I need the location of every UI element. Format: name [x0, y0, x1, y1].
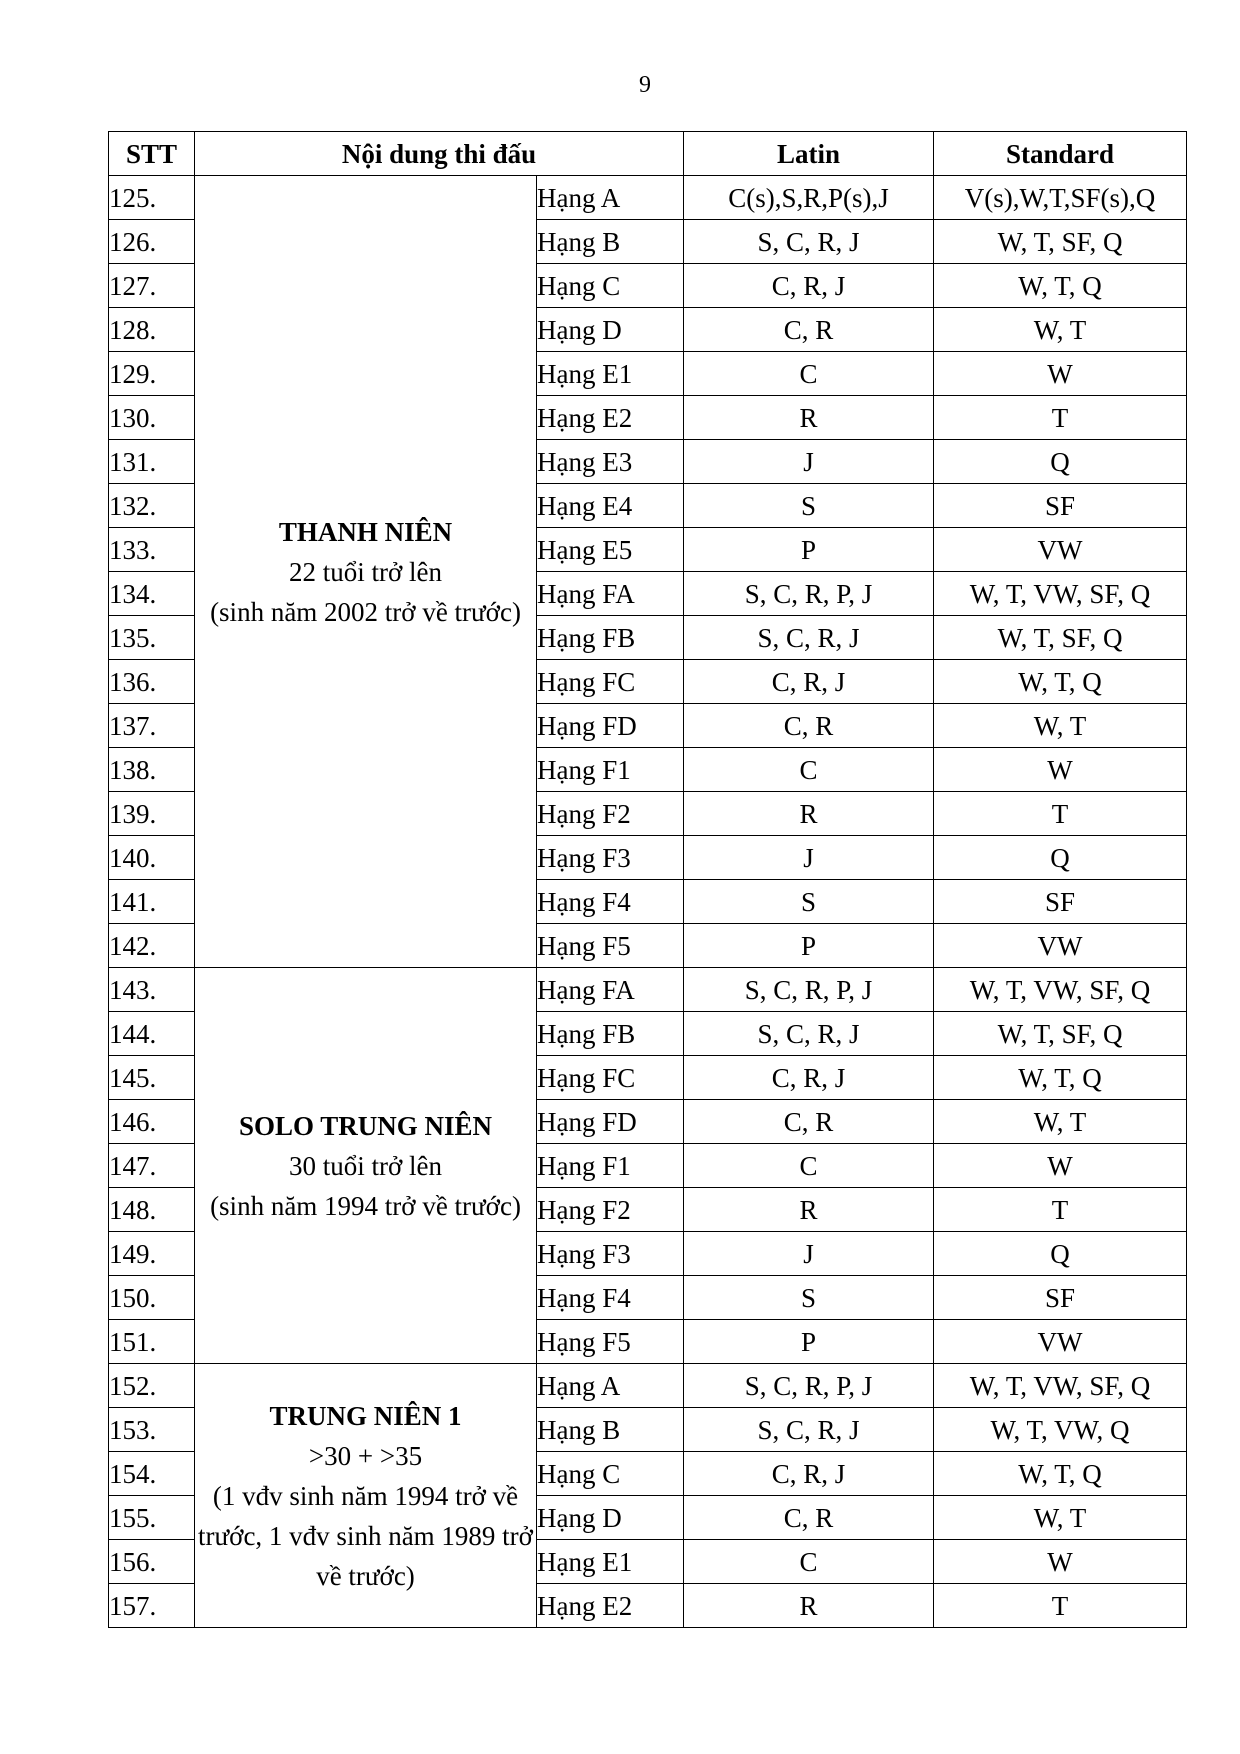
group-title: THANH NIÊN — [278, 516, 453, 547]
row-latin: C, R, J — [684, 1056, 934, 1100]
row-standard: V(s),W,T,SF(s),Q — [934, 176, 1187, 220]
row-category: Hạng E5 — [537, 528, 684, 572]
row-category: Hạng FC — [537, 660, 684, 704]
row-category: Hạng F5 — [537, 1320, 684, 1364]
row-category: Hạng FD — [537, 1100, 684, 1144]
row-stt: 138. — [109, 748, 195, 792]
row-category: Hạng A — [537, 1364, 684, 1408]
row-category: Hạng C — [537, 1452, 684, 1496]
row-category: Hạng FC — [537, 1056, 684, 1100]
row-standard: W, T — [934, 1496, 1187, 1540]
row-latin: S, C, R, J — [684, 616, 934, 660]
row-latin: C, R, J — [684, 264, 934, 308]
row-standard: SF — [934, 484, 1187, 528]
row-latin: S, C, R, P, J — [684, 572, 934, 616]
row-standard: VW — [934, 1320, 1187, 1364]
row-stt: 156. — [109, 1540, 195, 1584]
row-standard: W — [934, 748, 1187, 792]
row-stt: 126. — [109, 220, 195, 264]
row-standard: T — [934, 1188, 1187, 1232]
row-latin: J — [684, 1232, 934, 1276]
row-standard: W, T, Q — [934, 264, 1187, 308]
row-latin: R — [684, 1188, 934, 1232]
header-standard: Standard — [934, 132, 1187, 176]
row-category: Hạng C — [537, 264, 684, 308]
row-stt: 128. — [109, 308, 195, 352]
row-category: Hạng F2 — [537, 1188, 684, 1232]
row-category: Hạng F5 — [537, 924, 684, 968]
row-standard: Q — [934, 836, 1187, 880]
row-stt: 155. — [109, 1496, 195, 1540]
row-latin: R — [684, 792, 934, 836]
row-category: Hạng E1 — [537, 352, 684, 396]
group-line: (sinh năm 1994 trở về trước) — [210, 1190, 521, 1221]
row-stt: 132. — [109, 484, 195, 528]
row-stt: 136. — [109, 660, 195, 704]
row-category: Hạng E2 — [537, 396, 684, 440]
table-row — [109, 968, 1187, 1012]
row-stt: 127. — [109, 264, 195, 308]
row-latin: C, R — [684, 308, 934, 352]
row-stt: 130. — [109, 396, 195, 440]
row-latin: S — [684, 484, 934, 528]
row-latin: C — [684, 748, 934, 792]
row-category: Hạng F2 — [537, 792, 684, 836]
row-latin: C, R, J — [684, 1452, 934, 1496]
row-standard: W — [934, 352, 1187, 396]
row-stt: 140. — [109, 836, 195, 880]
table-body — [109, 176, 1187, 1628]
group-description — [195, 1364, 537, 1628]
row-latin: C, R, J — [684, 660, 934, 704]
group-description — [195, 176, 537, 968]
row-standard: W — [934, 1144, 1187, 1188]
row-stt: 133. — [109, 528, 195, 572]
row-category: Hạng A — [537, 176, 684, 220]
row-standard: Q — [934, 1232, 1187, 1276]
row-category: Hạng B — [537, 220, 684, 264]
row-latin: P — [684, 924, 934, 968]
row-latin: R — [684, 396, 934, 440]
row-stt: 137. — [109, 704, 195, 748]
row-category: Hạng E1 — [537, 1540, 684, 1584]
row-stt: 144. — [109, 1012, 195, 1056]
row-category: Hạng D — [537, 1496, 684, 1540]
row-standard: W, T, Q — [934, 1452, 1187, 1496]
row-category: Hạng FB — [537, 1012, 684, 1056]
row-standard: VW — [934, 924, 1187, 968]
header-content: Nội dung thi đấu — [195, 132, 684, 176]
row-stt: 143. — [109, 968, 195, 1012]
row-stt: 152. — [109, 1364, 195, 1408]
row-stt: 145. — [109, 1056, 195, 1100]
row-latin: C, R — [684, 704, 934, 748]
header-stt: STT — [109, 132, 195, 176]
row-stt: 134. — [109, 572, 195, 616]
row-stt: 135. — [109, 616, 195, 660]
row-stt: 147. — [109, 1144, 195, 1188]
row-standard: W, T, SF, Q — [934, 1012, 1187, 1056]
row-category: Hạng B — [537, 1408, 684, 1452]
row-latin: C, R — [684, 1100, 934, 1144]
row-standard: T — [934, 396, 1187, 440]
row-standard: W, T — [934, 308, 1187, 352]
row-stt: 129. — [109, 352, 195, 396]
row-standard: W — [934, 1540, 1187, 1584]
row-stt: 157. — [109, 1584, 195, 1628]
row-stt: 146. — [109, 1100, 195, 1144]
row-standard: W, T, Q — [934, 1056, 1187, 1100]
row-standard: VW — [934, 528, 1187, 572]
group-line: 22 tuổi trở lên — [288, 556, 442, 587]
row-latin: P — [684, 1320, 934, 1364]
group-description — [195, 968, 537, 1364]
row-category: Hạng F4 — [537, 880, 684, 924]
row-category: Hạng F4 — [537, 1276, 684, 1320]
row-standard: SF — [934, 1276, 1187, 1320]
row-latin: S — [684, 1276, 934, 1320]
page-number: 9 — [639, 72, 651, 98]
group-title: TRUNG NIÊN 1 — [269, 1400, 462, 1431]
row-latin: C — [684, 352, 934, 396]
header-latin: Latin — [684, 132, 934, 176]
row-latin: S, C, R, P, J — [684, 968, 934, 1012]
row-stt: 131. — [109, 440, 195, 484]
row-category: Hạng F3 — [537, 1232, 684, 1276]
row-category: Hạng F1 — [537, 748, 684, 792]
group-line: (sinh năm 2002 trở về trước) — [210, 596, 521, 627]
row-latin: S, C, R, J — [684, 1408, 934, 1452]
row-standard: W, T — [934, 1100, 1187, 1144]
row-stt: 141. — [109, 880, 195, 924]
header-row — [109, 132, 1187, 176]
table-row — [109, 1364, 1187, 1408]
row-stt: 151. — [109, 1320, 195, 1364]
row-category: Hạng F1 — [537, 1144, 684, 1188]
row-stt: 148. — [109, 1188, 195, 1232]
row-standard: Q — [934, 440, 1187, 484]
row-standard: W, T, VW, SF, Q — [934, 968, 1187, 1012]
row-latin: S, C, R, P, J — [684, 1364, 934, 1408]
row-standard: T — [934, 1584, 1187, 1628]
group-line: 30 tuổi trở lên — [288, 1150, 442, 1181]
group-line: (1 vđv sinh năm 1994 trở về trước, 1 vđv sinh năm 1989 trở về trước) — [198, 1480, 533, 1591]
group-title: SOLO TRUNG NIÊN — [238, 1110, 493, 1141]
row-stt: 149. — [109, 1232, 195, 1276]
row-stt: 154. — [109, 1452, 195, 1496]
row-stt: 150. — [109, 1276, 195, 1320]
row-latin: J — [684, 440, 934, 484]
row-standard: T — [934, 792, 1187, 836]
row-latin: J — [684, 836, 934, 880]
row-standard: W, T, SF, Q — [934, 220, 1187, 264]
row-category: Hạng FA — [537, 572, 684, 616]
row-standard: W, T, Q — [934, 660, 1187, 704]
row-standard: SF — [934, 880, 1187, 924]
row-category: Hạng D — [537, 308, 684, 352]
row-stt: 125. — [109, 176, 195, 220]
row-category: Hạng FD — [537, 704, 684, 748]
row-latin: C — [684, 1144, 934, 1188]
table-row — [109, 176, 1187, 220]
row-standard: W, T — [934, 704, 1187, 748]
row-latin: C — [684, 1540, 934, 1584]
row-latin: P — [684, 528, 934, 572]
row-category: Hạng FB — [537, 616, 684, 660]
row-category: Hạng F3 — [537, 836, 684, 880]
competition-table — [108, 131, 1187, 1628]
row-stt: 153. — [109, 1408, 195, 1452]
row-category: Hạng FA — [537, 968, 684, 1012]
row-category: Hạng E4 — [537, 484, 684, 528]
row-latin: C, R — [684, 1496, 934, 1540]
row-standard: W, T, SF, Q — [934, 616, 1187, 660]
row-latin: S, C, R, J — [684, 1012, 934, 1056]
row-latin: S — [684, 880, 934, 924]
row-latin: S, C, R, J — [684, 220, 934, 264]
row-latin: R — [684, 1584, 934, 1628]
row-stt: 139. — [109, 792, 195, 836]
group-line: >30 + >35 — [308, 1440, 423, 1471]
row-stt: 142. — [109, 924, 195, 968]
row-standard: W, T, VW, Q — [934, 1408, 1187, 1452]
row-latin: C(s),S,R,P(s),J — [684, 176, 934, 220]
row-category: Hạng E2 — [537, 1584, 684, 1628]
row-standard: W, T, VW, SF, Q — [934, 1364, 1187, 1408]
row-category: Hạng E3 — [537, 440, 684, 484]
row-standard: W, T, VW, SF, Q — [934, 572, 1187, 616]
